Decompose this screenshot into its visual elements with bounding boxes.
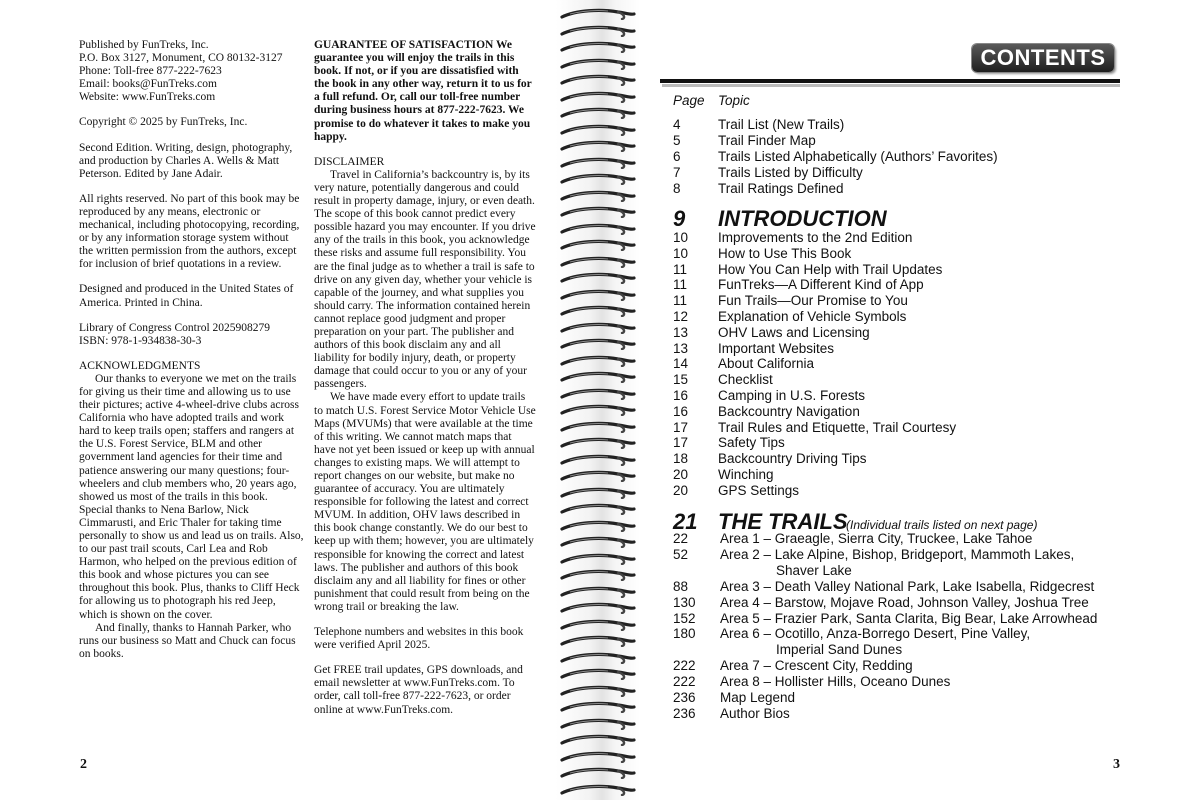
left-column-1 — [79, 39, 304, 661]
toc-entry-page: 18 — [673, 451, 689, 467]
ack-paragraph: Our thanks to everyone we met on the trails for giving us their time and allowing us to use their pictures; active 4-wheel-drive clubs across California who have adopted trails and work hard to keep trails open; staffers and rangers at the U.S. Forest Service, BLM and other government land agencies for their time and patience answering our many questions; four-wheelers and club members who, 20 years ago, showed us most of the trails in this book. Special thanks to Nena Barlow, Nick Cimmarusti, and Eric Thaler for taking time personally to show us and lead us on trails. Also, to our past trail scouts, Carl Lea and Rob Harmon, who helped on the previous edition of this book and whose pictures you can see throughout this book. Plus, thanks to Cliff Heck for allowing us to photograph his red Jeep, which is shown on the cover. — [79, 372, 304, 621]
spiral-coil-icon — [556, 74, 640, 86]
toc-entry-page: 16 — [673, 388, 689, 403]
toc-entry-page: 10 — [673, 245, 689, 261]
toc-entry-page: 152 — [673, 610, 696, 626]
spiral-coil-icon — [556, 536, 640, 548]
left-column-2 — [314, 39, 536, 729]
toc-header-page: Page — [673, 93, 705, 108]
toc-entry-topic: FunTreks—A Different Kind of App — [718, 277, 924, 293]
spiral-coil-icon — [556, 470, 640, 482]
toc-entry-topic: Winching — [718, 467, 774, 482]
spiral-coil-icon — [556, 91, 640, 103]
toc-entry-topic: How You Can Help with Trail Updates — [718, 261, 943, 277]
spiral-coil-icon — [556, 157, 640, 169]
section-title: INTRODUCTION — [718, 206, 887, 231]
toc-entry-topic: Area 5 – Frazier Park, Santa Clarita, Big Bear, Lake Arrowhead — [720, 610, 1098, 626]
toc-entry-topic: Trails Listed Alphabetically (Authors’ Favorites) — [718, 148, 998, 164]
toc-entry-page: 52 — [673, 546, 689, 562]
toc-entry-page: 6 — [673, 148, 681, 164]
toc-entry-topic: Trail Ratings Defined — [718, 180, 844, 196]
toc-entry-page: 14 — [673, 356, 689, 372]
spiral-coil-icon — [556, 206, 640, 218]
toc-entry-page: 20 — [673, 482, 689, 498]
toc-entry-page: 8 — [673, 180, 681, 196]
spiral-coil-icon — [556, 701, 640, 713]
spiral-coil-icon — [556, 602, 640, 614]
spiral-coil-icon — [556, 454, 640, 466]
publisher-line: Website: www.FunTreks.com — [79, 91, 216, 104]
toc-entry-topic: Backcountry Driving Tips — [718, 451, 867, 467]
publisher-block — [79, 39, 304, 104]
spiral-binding — [556, 0, 640, 800]
toc-entry-topic: Area 3 – Death Valley National Park, Lake Isabella, Ridgecrest — [720, 578, 1095, 594]
spiral-coil-icon — [556, 487, 640, 499]
spiral-coil-icon — [556, 190, 640, 202]
header-rule-shadow — [662, 84, 1120, 87]
toc-entry-page: 17 — [673, 419, 689, 435]
spiral-coil-icon — [556, 272, 640, 284]
toc-entry-page: 11 — [673, 261, 688, 277]
spiral-coil-icon — [556, 586, 640, 598]
guarantee-block: GUARANTEE OF SATISFACTION We guarantee you will enjoy the trails in this book. If not, or if you are dissatisfied with the book in any other way, return it to us for a full refund. Or, call our toll-free number during business hours at 877-222-7623. We promise to do whatever it takes to make you happy. — [314, 39, 532, 143]
spiral-coil-icon — [556, 421, 640, 433]
section-page: 21 — [673, 509, 698, 534]
toc-entry-page: 16 — [673, 403, 689, 419]
spiral-coil-icon — [556, 305, 640, 317]
toc-entry-topic: Camping in U.S. Forests — [718, 388, 866, 403]
toc-entry-page: 180 — [673, 626, 696, 642]
section-note: (Individual trails listed on next page) — [846, 518, 1038, 532]
spiral-coil-icon — [556, 569, 640, 581]
toc-entry-topic: About California — [718, 356, 815, 372]
order-notice: Get FREE trail updates, GPS downloads, and email newsletter at www.FunTreks.com. To order, call toll-free 877-222-7623, or order online at www.FunTreks.com. — [314, 664, 523, 716]
disclaimer-paragraph: Travel in California’s backcountry is, by its very nature, potentially dangerous and could result in property damage, injury, or even death. The scope of this book cannot predict every possible hazard you may encounter. If you drive any of the trails in this book, you acknowledge these risks and assume full responsibility. You are the final judge as to whether a trail is safe to drive on any given day, whether your vehicle is capable of the journey, and what supplies you should carry. The information contained herein cannot replace good judgment and proper preparation on your part. The publisher and authors of this book disclaim any and all liability for bodily injury, death, or property damage that could occur to you or any of your passengers. — [314, 168, 536, 391]
toc-entry-topic: Area 1 – Graeagle, Sierra City, Truckee, Lake Tahoe — [720, 531, 1033, 546]
toc-entry-topic: Area 8 – Hollister Hills, Oceano Dunes — [720, 674, 951, 690]
designed-notice: Designed and produced in the United States of America. Printed in China. — [79, 283, 294, 309]
header-rule — [660, 79, 1120, 83]
toc-entry-page: 20 — [673, 467, 689, 482]
toc-entry-topic: Backcountry Navigation — [718, 403, 860, 419]
spiral-coil-icon — [556, 124, 640, 136]
spiral-coil-icon — [556, 767, 640, 779]
spiral-coil-icon — [556, 635, 640, 647]
spiral-coil-icon — [556, 718, 640, 730]
rights-notice: All rights reserved. No part of this book may be reproduced by any means, electronic or mechanical, including photocopying, recording, or by any information storage system without the written permission from the authors, except for inclusion of brief quotations in a review. — [79, 192, 300, 271]
toc-entry-topic: Checklist — [718, 372, 773, 388]
contents-banner — [972, 44, 1114, 72]
toc-entry-topic-continued: Shaver Lake — [776, 562, 852, 578]
spiral-coil-icon — [556, 734, 640, 746]
spiral-coil-icon — [556, 388, 640, 400]
spiral-coil-icon — [556, 619, 640, 631]
copyright: Copyright © 2025 by FunTreks, Inc. — [79, 116, 248, 129]
toc-entry-topic: Trail Finder Map — [718, 132, 816, 148]
toc-entry-topic: Improvements to the 2nd Edition — [718, 230, 913, 245]
spiral-coil-icon — [556, 173, 640, 185]
toc-entry-topic: GPS Settings — [718, 482, 800, 498]
toc-entry-topic: Map Legend — [720, 690, 796, 705]
toc-entry-page: 12 — [673, 309, 689, 324]
verified-notice: Telephone numbers and websites in this book were verified April 2025. — [314, 626, 524, 652]
page-number-left: 2 — [80, 757, 87, 772]
page-number-right: 3 — [1113, 757, 1120, 772]
spiral-coil-icon — [556, 256, 640, 268]
spiral-coil-icon — [556, 8, 640, 20]
toc-entry-topic: Explanation of Vehicle Symbols — [718, 309, 907, 324]
publisher-line: P.O. Box 3127, Monument, CO 80132-3127 — [79, 52, 283, 65]
toc-entry-page: 13 — [673, 340, 689, 356]
spiral-coil-icon — [556, 668, 640, 680]
spiral-coil-icon — [556, 25, 640, 37]
spiral-coil-icon — [556, 140, 640, 152]
spiral-coil-icon — [556, 107, 640, 119]
spiral-coil-icon — [556, 239, 640, 251]
toc-entry-page: 222 — [673, 658, 696, 674]
toc-entry-topic: Area 6 – Ocotillo, Anza-Borrego Desert, Pine Valley, — [720, 626, 1031, 642]
toc-entry-page: 236 — [673, 705, 696, 721]
toc-entry-page: 22 — [673, 531, 689, 546]
publisher-line: Email: books@FunTreks.com — [79, 78, 217, 91]
toc-entry-page: 10 — [673, 230, 689, 245]
loc-line: Library of Congress Control 2025908279 — [79, 321, 271, 334]
toc-entry-page: 13 — [673, 324, 689, 340]
publisher-line: Phone: Toll-free 877-222-7623 — [79, 65, 222, 78]
edition-credits: Second Edition. Writing, design, photography, and production by Charles A. Wells & Matt Peterson. Edited by Jane Adair. — [79, 141, 293, 180]
toc-entry-topic: Trail Rules and Etiquette, Trail Courtesy — [718, 419, 957, 435]
toc-entry-topic: How to Use This Book — [718, 245, 852, 261]
spiral-coil-icon — [556, 58, 640, 70]
toc-entry-page: 11 — [673, 293, 688, 309]
toc-entry-topic: OHV Laws and Licensing — [718, 324, 870, 340]
spiral-coil-icon — [556, 289, 640, 301]
spiral-coil-icon — [556, 355, 640, 367]
spiral-coil-icon — [556, 404, 640, 416]
isbn-line: ISBN: 978-1-934838-30-3 — [79, 334, 202, 347]
toc-entry-topic: Important Websites — [718, 340, 835, 356]
spiral-coil-icon — [556, 338, 640, 350]
toc-entry-page: 5 — [673, 132, 681, 148]
toc-entry-topic: Trails Listed by Difficulty — [718, 164, 863, 180]
spiral-coil-icon — [556, 223, 640, 235]
section-title: THE TRAILS — [718, 509, 848, 534]
toc-entry-topic: Fun Trails—Our Promise to You — [718, 293, 908, 309]
disclaimer-heading: DISCLAIMER — [314, 155, 385, 168]
toc-entry-page: 7 — [673, 164, 681, 180]
disclaimer-paragraph: We have made every effort to update trails to match U.S. Forest Service Motor Vehicle Use Maps (MVUMs) that were available at the time of this writing. We cannot match maps that have not yet been issued or keep up with annual changes to existing maps. We will attempt to report changes on our website, but make no guarantee of accuracy. You are ultimately responsible for following the latest and correct MVUM. In addition, OHV laws described in this book change constantly. We do our best to keep up with them; however, you are ultimately responsible for knowing the correct and latest laws. The publisher and authors of this book disclaim any and all liability for fines or other punishment that could result from being on the wrong trail or breaking the law. — [314, 391, 536, 613]
spiral-coil-icon — [556, 503, 640, 515]
publisher-line: Published by FunTreks, Inc. — [79, 39, 209, 51]
spiral-coil-icon — [556, 685, 640, 697]
contents-banner-label: CONTENTS — [980, 45, 1106, 70]
spiral-coil-icon — [556, 652, 640, 664]
toc-entry-page: 11 — [673, 277, 688, 293]
toc-entry-page: 236 — [673, 690, 696, 705]
spiral-coil-icon — [556, 41, 640, 53]
spiral-coil-icon — [556, 437, 640, 449]
toc-entry-topic: Area 4 – Barstow, Mojave Road, Johnson Valley, Joshua Tree — [720, 594, 1089, 610]
toc-entry-page: 222 — [673, 674, 696, 690]
ack-paragraph: And finally, thanks to Hannah Parker, who runs our business so Matt and Chuck can focus on books. — [79, 621, 296, 660]
spiral-coil-icon — [556, 553, 640, 565]
toc-entry-topic-continued: Imperial Sand Dunes — [776, 642, 903, 658]
toc-header-topic: Topic — [718, 93, 750, 108]
toc-entry-page: 15 — [673, 372, 689, 388]
spiral-coil-icon — [556, 751, 640, 763]
spiral-coil-icon — [556, 322, 640, 334]
ack-heading: ACKNOWLEDGMENTS — [79, 359, 201, 372]
spiral-coil-icon — [556, 520, 640, 532]
toc-entry-topic: Trail List (New Trails) — [718, 117, 845, 132]
toc-entry-page: 88 — [673, 578, 689, 594]
library-block — [79, 322, 304, 348]
toc-entry-topic: Area 7 – Crescent City, Redding — [720, 658, 913, 674]
toc-entry-page: 130 — [673, 594, 696, 610]
spiral-coil-icon — [556, 784, 640, 796]
toc-entry-page: 17 — [673, 435, 689, 451]
toc-entry-topic: Author Bios — [720, 705, 790, 721]
toc-entry-topic: Safety Tips — [718, 435, 785, 451]
section-page: 9 — [673, 206, 686, 231]
toc-entry-page: 4 — [673, 117, 681, 132]
toc-entry-topic: Area 2 – Lake Alpine, Bishop, Bridgeport, Mammoth Lakes, — [720, 546, 1075, 562]
spiral-coil-icon — [556, 371, 640, 383]
